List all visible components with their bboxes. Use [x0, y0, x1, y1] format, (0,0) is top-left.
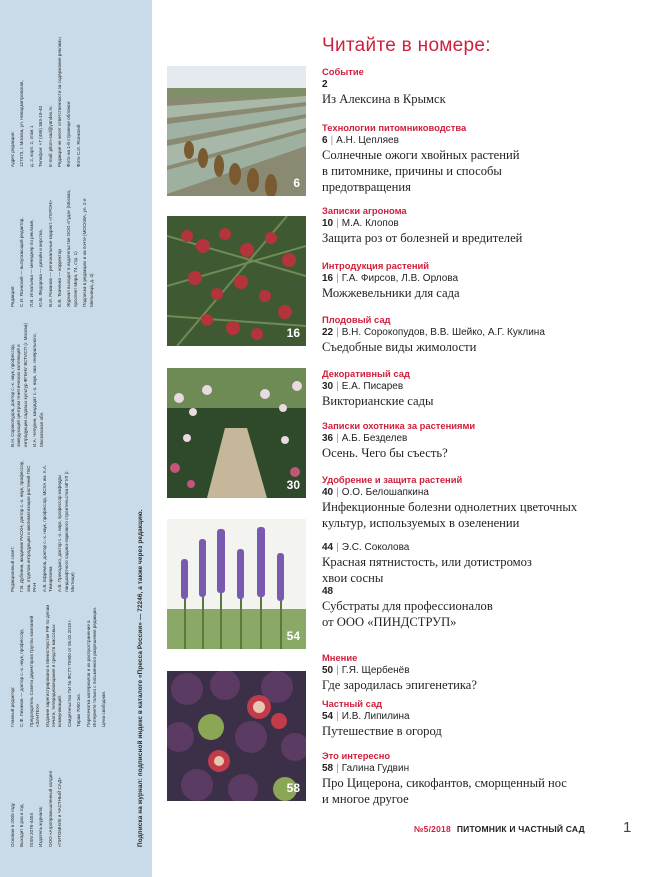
- toc-entry[interactable]: [322, 584, 642, 631]
- toc-article-title-line: Осень. Чего бы съесть?: [322, 446, 448, 460]
- imprint-line: В.Н. Сорокопудов, доктор с.-х. наук, профессор, заведующий центром генетических коллекций и интродукции садовых культур ФГБНУ ВСТИСП (г. Москва): [10, 323, 28, 447]
- imprint-line: Фото С.И. Ясинский: [75, 124, 81, 167]
- toc-page-author-line: [322, 273, 642, 284]
- imprint-line: Перепечатка материалов и их распространение в Интернете только с письменного разрешения редакции.: [85, 606, 98, 727]
- toc-entry[interactable]: [322, 66, 642, 108]
- toc-article-title: [322, 446, 642, 462]
- toc-article-title-line: Где зародилась эпигенетика?: [322, 678, 477, 692]
- imprint-col-2: [10, 602, 111, 727]
- toc-author: Э.С. Соколова: [341, 542, 410, 553]
- toc-separator: |: [336, 711, 339, 722]
- imprint-line: Редакция не несет ответственности за содержание рекламы: [57, 37, 63, 167]
- imprint-line: ISSN 2076-445X: [28, 812, 34, 847]
- toc-author: О.О. Белошапкина: [341, 487, 429, 498]
- toc-separator: |: [336, 273, 339, 284]
- toc-article-title: [322, 776, 642, 808]
- imprint-line: Г.В. Дубинин, академик РАСХН, доктор с.-х. наук, профессор, зав. отделом интродукции и акклиматизации растений ГБС РАН: [19, 460, 38, 592]
- imprint-sidebar: [0, 0, 152, 877]
- toc-page-author-line: [322, 711, 642, 722]
- toc-article-title: [322, 148, 642, 195]
- imprint-line: Журнал выходит в издательстве ООО «Гуда» (Москва, проспект Мира, 74, стр. 1): [66, 189, 78, 307]
- imprint-line: А.В. Ефремов, доктор с.-х. наук, профессор, МСХА им. К.А. Тимирязева: [41, 464, 54, 592]
- imprint-line: Издатель журнала:: [38, 806, 44, 847]
- toc-author: М.А. Клопов: [341, 218, 399, 229]
- toc-article-title-line: Инфекционные болезни однолетних цветочных: [322, 500, 578, 514]
- toc-separator: |: [336, 218, 339, 229]
- toc-article-title-line: Путешествие в огород: [322, 724, 442, 738]
- imprint-col-5: [10, 177, 98, 307]
- photo-nursery-image: [167, 66, 306, 196]
- subscription-note: Подписка на журнал: подписной индекс в каталоге «Пресса России» — 72246, а также через редакцию.: [137, 509, 144, 847]
- toc-article-title: [322, 500, 642, 532]
- toc-author: А.Н. Цепляев: [336, 135, 399, 146]
- toc-author: Г.Я. Щербенёв: [341, 665, 410, 676]
- imprint-line: Свидетельство ПИ № ФС77-75900 от 05.02.2019 г.: [66, 619, 72, 727]
- toc-page-author-line: [322, 487, 642, 498]
- imprint-line: ООО «Агропромышленный холдинг: [47, 770, 53, 847]
- toc-article-title-line: Солнечные ожоги хвойных растений: [322, 148, 520, 162]
- imprint-col-3: [10, 457, 80, 592]
- imprint-line: Ю.В. Федорова — дизайн и верстка,: [38, 229, 44, 307]
- toc-section-heading: Удобрение и защита растений: [322, 474, 463, 485]
- page-number: 1: [623, 819, 632, 836]
- toc-entry[interactable]: [322, 474, 642, 532]
- toc-page-number: 50: [322, 665, 334, 676]
- toc-article-title: [322, 394, 642, 410]
- toc-separator: |: [336, 487, 339, 498]
- toc-section-heading: Интродукция растений: [322, 260, 430, 271]
- toc-page-number: 36: [322, 433, 334, 444]
- toc-separator: |: [336, 327, 339, 338]
- toc-page-number: 2: [322, 79, 328, 90]
- toc-article-title-line: Из Алексина в Крымск: [322, 92, 446, 106]
- photo-page-badge: 16: [286, 326, 300, 340]
- toc-entry[interactable]: [322, 368, 642, 410]
- toc-article-title-line: Можжевельники для сада: [322, 286, 460, 300]
- photo-victorian-garden: [167, 368, 306, 498]
- imprint-line: Основан в 2005 году: [10, 803, 15, 847]
- page-title: Читайте в номере:: [322, 35, 491, 56]
- imprint-line: И.А. Чепурин, кандидат с.-х. наук, зам. генерального, Московская обл.: [32, 333, 44, 447]
- toc-page-author-line: [322, 79, 642, 90]
- photo-page-badge: 6: [293, 176, 300, 190]
- toc-section-heading: Частный сад: [322, 698, 383, 709]
- toc-article-title: [322, 92, 642, 108]
- imprint-col-1: [10, 737, 66, 847]
- imprint-line: Цена свободная.: [101, 690, 107, 727]
- toc-author: Галина Гудвин: [341, 763, 410, 774]
- toc-entry[interactable]: [322, 205, 642, 247]
- toc-section-heading: Событие: [322, 66, 364, 77]
- toc-page-author-line: [322, 665, 642, 676]
- imprint-line: Редакция:: [10, 285, 15, 307]
- imprint-line: Телефон: +7 (495) 363-19-40: [38, 105, 44, 167]
- magazine-name: ПИТОМНИК И ЧАСТНЫЙ САД: [456, 824, 585, 834]
- imprint-rotated: [0, 0, 152, 877]
- toc-entry[interactable]: [322, 540, 642, 587]
- imprint-line: С.Ф. Лиханов — доктор с.-х. наук, профессор,: [19, 628, 25, 727]
- toc-author: Г.А. Фирсов, Л.В. Орлова: [341, 273, 459, 284]
- photo-juniper-image: [167, 216, 306, 346]
- toc-article-title-line: Съедобные виды жимолости: [322, 340, 477, 354]
- toc-section-heading: Записки охотника за растениями: [322, 420, 476, 431]
- toc-page-number: 44: [322, 542, 334, 553]
- toc-article-title-line: от ООО «ПИНДСТРУП»: [322, 614, 457, 629]
- toc-author: Е.А. Писарев: [341, 381, 404, 392]
- photo-figs: [167, 671, 306, 801]
- toc-separator: |: [336, 665, 339, 676]
- toc-article-title: [322, 555, 642, 587]
- toc-page-number: 16: [322, 273, 334, 284]
- toc-entry[interactable]: [322, 652, 642, 694]
- toc-entry[interactable]: [322, 314, 642, 356]
- toc-separator: |: [336, 433, 339, 444]
- photo-lavender: [167, 519, 306, 649]
- imprint-line: Фото на 1-й странице обложки:: [66, 100, 72, 167]
- imprint-line: «ПИТОМНИК и ЧАСТНЫЙ САД»: [57, 777, 63, 847]
- toc-page-number: 22: [322, 327, 334, 338]
- imprint-line: А.В. Приходько, доктор с.-х. наук, профессор кафедры ландшафтного садово-паркового строительства МГУЛ (г. Мытищи): [57, 470, 76, 592]
- toc-page-author-line: [322, 381, 642, 392]
- toc-page-author-line: [322, 433, 642, 444]
- toc-author: А.Б. Безделев: [341, 433, 408, 444]
- photo-figs-image: [167, 671, 306, 801]
- imprint-line: E-mail: pitom-sad@yandex.ru: [47, 106, 53, 167]
- photo-page-badge: 54: [286, 629, 300, 643]
- toc-article-title-line: и многое другое: [322, 791, 409, 806]
- toc-section-heading: Плодовый сад: [322, 314, 391, 325]
- photo-nursery: [167, 66, 306, 196]
- toc-article-title: [322, 678, 642, 694]
- toc-separator: |: [336, 381, 339, 392]
- imprint-line: В.И. Романов — региональные коррект. «ГЕРОН»: [47, 200, 53, 307]
- toc-article-title-line: культур, используемых в озеленении: [322, 515, 520, 530]
- toc-page-number: 40: [322, 487, 334, 498]
- page-footer: [414, 824, 585, 834]
- toc-page-author-line: [322, 586, 642, 597]
- imprint-line: д. 2, корп. 2, этаж 1: [28, 125, 34, 167]
- toc-section-heading: Мнение: [322, 652, 358, 663]
- toc-article-title-line: Субстраты для профессионалов: [322, 599, 493, 613]
- toc-article-title-line: Защита роз от болезней и вредителей: [322, 231, 523, 245]
- photo-victorian-garden-image: [167, 368, 306, 498]
- toc-separator: |: [336, 763, 339, 774]
- imprint-line: Л.В. Игнатьева — менеджер по рекламе,: [28, 219, 34, 307]
- toc-article-title-line: Про Цицерона, сикофантов, сморщенный нос: [322, 776, 567, 790]
- toc-entry[interactable]: [322, 420, 642, 462]
- toc-author: И.В. Липилина: [341, 711, 410, 722]
- imprint-line: Издание зарегистрировано в Министерстве РФ по делам печати, телерадиовещания и средств массовых коммуникаций.: [44, 604, 63, 727]
- toc-page-author-line: [322, 327, 642, 338]
- toc-entry[interactable]: [322, 260, 642, 302]
- toc-separator: |: [336, 542, 339, 553]
- photo-page-badge: 30: [286, 478, 300, 492]
- imprint-line: Тираж 7000 экз.: [76, 693, 82, 727]
- imprint-line: Главный редактор:: [10, 686, 15, 727]
- toc-article-title: [322, 286, 642, 302]
- toc-separator: |: [330, 135, 334, 146]
- toc-entry[interactable]: [322, 698, 642, 740]
- toc-section-heading: Технологии питомниководства: [322, 122, 467, 133]
- photo-page-badge: 58: [286, 781, 300, 795]
- imprint-line: Подписка в редакцию и на почте (МОСКВА, ул. 2-я Мельница, д. 4): [82, 198, 94, 307]
- toc-page-number: 6: [322, 135, 328, 146]
- imprint-line: 127473, г. Москва, ул. Новодмитровская,: [19, 80, 25, 167]
- imprint-line: Выходит 6 раз в год: [19, 804, 25, 847]
- toc-article-title-line: Красная пятнистость, или дотистромоз: [322, 555, 532, 569]
- imprint-line: Е.В. Ткаченко — корректор: [57, 249, 63, 307]
- toc-page-author-line: [322, 218, 642, 229]
- toc-section-heading: Декоративный сад: [322, 368, 410, 379]
- toc-article-title: [322, 599, 642, 631]
- toc-entry[interactable]: [322, 122, 642, 195]
- toc-page-author-line: [322, 135, 642, 146]
- toc-page-number: 58: [322, 763, 334, 774]
- imprint-line: С.И. Ясинский — выпускающий редактор,: [19, 217, 25, 307]
- toc-author: В.Н. Сорокопудов, В.В. Шейко, А.Г. Куклина: [341, 327, 545, 338]
- imprint-col-6: [10, 37, 85, 167]
- imprint-col-4: [10, 317, 48, 447]
- toc-article-title: [322, 724, 642, 740]
- toc-page-number: 30: [322, 381, 334, 392]
- toc-page-author-line: [322, 542, 642, 553]
- photo-lavender-image: [167, 519, 306, 649]
- toc-page-number: 54: [322, 711, 334, 722]
- issue-number: №5/2018: [414, 824, 451, 834]
- toc-article-title: [322, 231, 642, 247]
- imprint-line: Председатель Совета директоров Группы компаний «ЗИНТЕХ»: [28, 615, 41, 727]
- imprint-line: Редакционный совет:: [10, 546, 15, 592]
- toc-article-title: [322, 340, 642, 356]
- toc-page-number: 48: [322, 586, 334, 597]
- toc-section-heading: Записки агронома: [322, 205, 407, 216]
- photo-juniper: [167, 216, 306, 346]
- imprint-line: Адрес редакции:: [10, 131, 15, 167]
- toc-entry[interactable]: [322, 750, 642, 808]
- toc-section-heading: Это интересно: [322, 750, 391, 761]
- toc-article-title-line: предотвращения: [322, 179, 411, 194]
- toc-page-number: 10: [322, 218, 334, 229]
- toc-page-author-line: [322, 763, 642, 774]
- toc-article-title-line: хвои сосны: [322, 570, 384, 585]
- toc-article-title-line: в питомнике, причины и способы: [322, 163, 502, 178]
- toc-article-title-line: Викторианские сады: [322, 394, 434, 408]
